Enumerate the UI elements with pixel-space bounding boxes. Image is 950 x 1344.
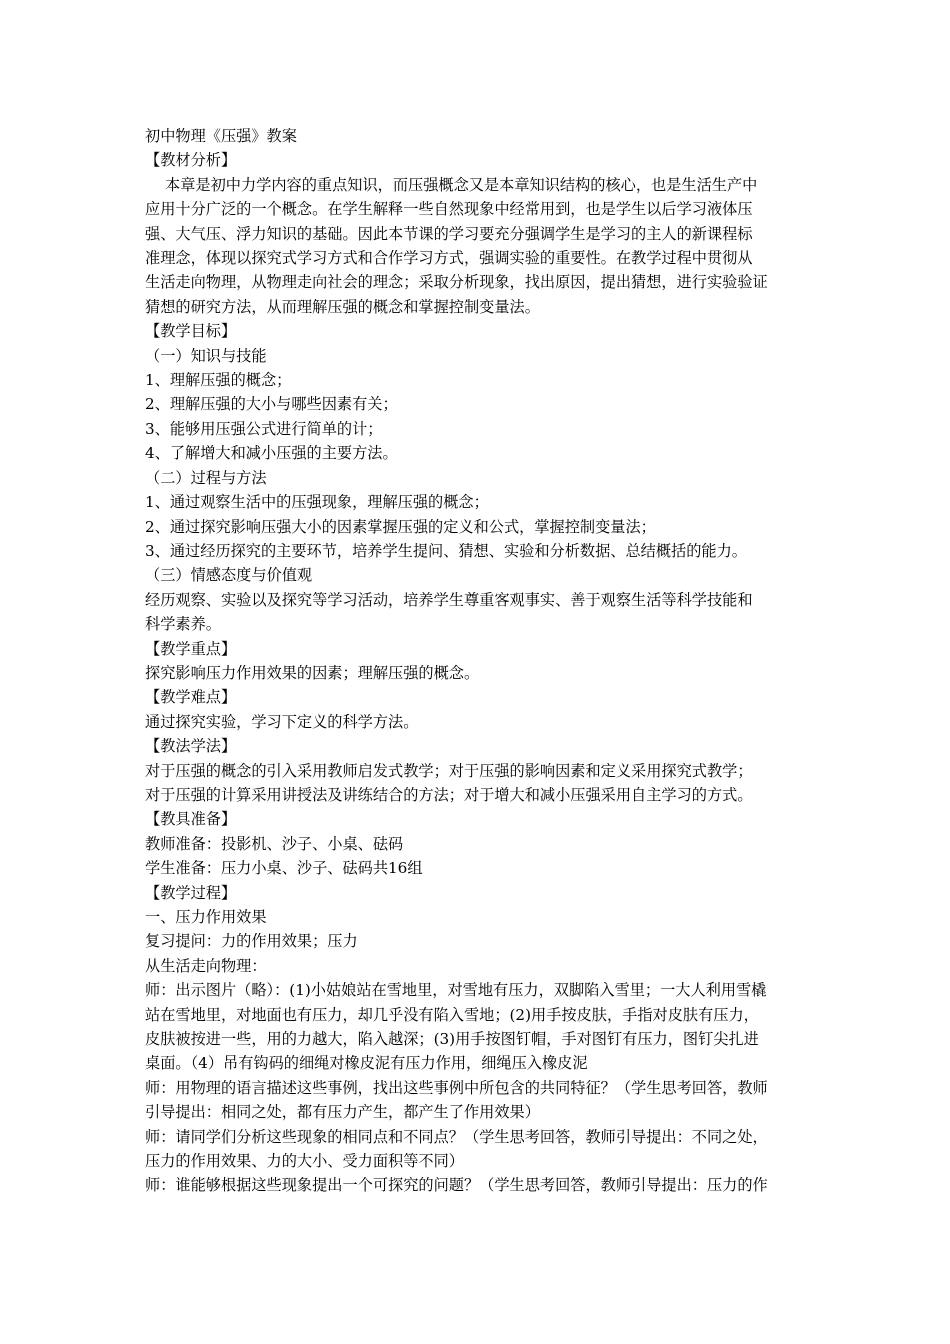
document-line: 【教具准备】 [145, 810, 237, 829]
document-line: 【教学目标】 [145, 322, 237, 341]
document-line: 皮肤被按进一些，用的力越大，陷入越深；(3)用手按图钉帽，手对图钉有压力，图钉尖扎进 [145, 1030, 759, 1049]
document-line: （二）过程与方法 [145, 468, 267, 487]
document-line: 【教材分析】 [145, 151, 237, 170]
document-line: （三）情感态度与价值观 [145, 566, 313, 585]
document-line: 准理念，体现以探究式学习方式和合作学习方式，强调实验的重要性。在教学过程中贯彻从 [145, 249, 753, 268]
document-line: 生活走向物理，从物理走向社会的理念；采取分析现象，找出原因，提出猜想，进行实验验证 [145, 273, 768, 292]
document-line: 1、通过观察生活中的压强现象，理解压强的概念； [145, 493, 489, 512]
document-line: 复习提问：力的作用效果；压力 [145, 932, 358, 951]
document-line: 学生准备：压力小桌、沙子、砝码共16组 [145, 859, 423, 878]
document-body [145, 124, 813, 1198]
document-line: （一）知识与技能 [145, 346, 267, 365]
document-line: 对于压强的概念的引入采用教师启发式教学；对于压强的影响因素和定义采用探究式教学； [145, 761, 753, 780]
document-line: 3、通过经历探究的主要环节，培养学生提问、猜想、实验和分析数据、总结概括的能力。 [145, 541, 747, 560]
document-line: 2、理解压强的大小与哪些因素有关； [145, 395, 398, 414]
document-line: 本章是初中力学内容的重点知识，而压强概念又是本章知识结构的核心，也是生活生产中 [145, 175, 758, 194]
document-line: 强、大气压、浮力知识的基础。因此本节课的学习要充分强调学生是学习的主人的新课程标 [145, 224, 753, 243]
document-line: 4、了解增大和减小压强的主要方法。 [145, 444, 398, 463]
document-line: 师：用物理的语言描述这些事例，找出这些事例中所包含的共同特征？（学生思考回答，教师 [145, 1078, 768, 1097]
document-line: 探究影响压力作用效果的因素；理解压强的概念。 [145, 663, 480, 682]
document-line: 从生活走向物理： [145, 956, 267, 975]
document-line: 2、通过探究影响压强大小的因素掌握压强的定义和公式，掌握控制变量法； [145, 517, 656, 536]
document-line: 站在雪地里，对地面也有压力，却几乎没有陷入雪地；(2)用手按皮肤，手指对皮肤有压力， [145, 1005, 759, 1024]
document-line: 桌面。（4）吊有钩码的细绳对橡皮泥有压力作用，细绳压入橡皮泥 [145, 1054, 588, 1073]
document-line: 师：谁能够根据这些现象提出一个可探究的问题？（学生思考回答，教师引导提出：压力的作 [145, 1176, 768, 1195]
document-line: 经历观察、实验以及探究等学习活动，培养学生尊重客观事实、善于观察生活等科学技能和 [145, 590, 753, 609]
document-line: 【教学难点】 [145, 688, 237, 707]
document-line: 3、能够用压强公式进行简单的计； [145, 419, 383, 438]
document-line: 压力的作用效果、力的大小、受力面积等不同） [145, 1152, 464, 1171]
document-line: 一、压力作用效果 [145, 908, 267, 926]
document-line: 师：出示图片（略）：(1)小姑娘站在雪地里，对雪地有压力，双脚陷入雪里；一大人利用雪橇 [145, 981, 767, 1000]
document-line: 【教学重点】 [145, 639, 237, 658]
document-line: 【教学过程】 [145, 883, 237, 902]
document-line: 应用十分广泛的一个概念。在学生解释一些自然现象中经常用到，也是学生以后学习液体压 [145, 200, 753, 219]
document-line: 初中物理《压强》教案 [145, 127, 297, 145]
document-line: 猜想的研究方法，从而理解压强的概念和掌握控制变量法。 [145, 297, 540, 316]
document-line: 对于压强的计算采用讲授法及讲练结合的方法；对于增大和减小压强采用自主学习的方式。 [145, 785, 753, 804]
document-line: 科学素养。 [145, 615, 221, 634]
document-line: 引导提出：相同之处，都有压力产生，都产生了作用效果） [145, 1103, 540, 1122]
document-line: 1、理解压强的概念； [145, 371, 292, 390]
document-line: 师：请同学们分析这些现象的相同点和不同点？（学生思考回答，教师引导提出：不同之处， [145, 1127, 768, 1146]
document-line: 教师准备：投影机、沙子、小桌、砝码 [145, 834, 404, 853]
document-line: 通过探究实验，学习下定义的科学方法。 [145, 712, 419, 731]
document-line: 【教法学法】 [145, 737, 237, 756]
